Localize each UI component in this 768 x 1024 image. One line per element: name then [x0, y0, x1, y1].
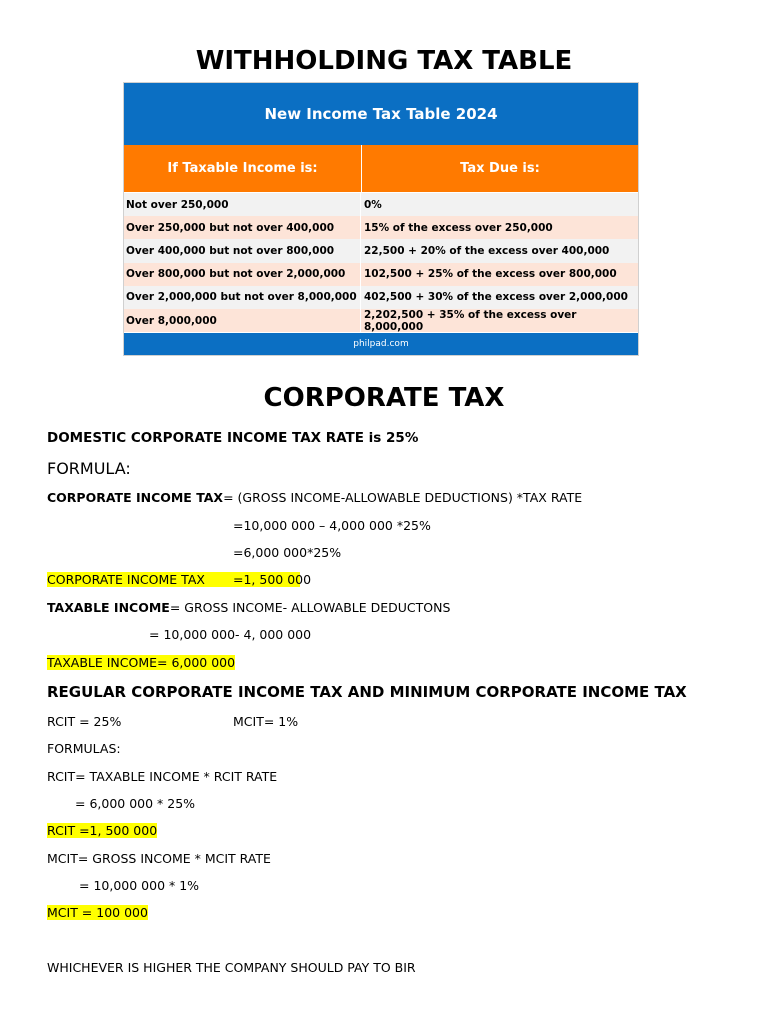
table-row: [124, 309, 638, 332]
taxable-income-formula-line: [47, 600, 450, 615]
tax-table-image: [123, 82, 639, 356]
cit-result-highlight: [47, 572, 312, 587]
column-header-tax: Tax Due is:: [460, 161, 540, 176]
conclusion: WHICHEVER IS HIGHER THE COMPANY SHOULD PAY TO BIR: [47, 960, 416, 975]
table-row: [124, 193, 638, 216]
domestic-rate-heading: DOMESTIC CORPORATE INCOME TAX RATE is 25%: [47, 430, 419, 446]
corporate-title: CORPORATE TAX: [263, 383, 505, 413]
table-row: [124, 263, 638, 286]
formula-label: FORMULA:: [47, 459, 131, 478]
cit-formula: = (GROSS INCOME-ALLOWABLE DEDUCTIONS) *TAX RATE: [223, 490, 583, 505]
rcit-formula: RCIT= TAXABLE INCOME * RCIT RATE: [47, 769, 278, 784]
mcit-step: = 10,000 000 * 1%: [79, 878, 200, 893]
rcit-rate: RCIT = 25%: [47, 714, 122, 729]
rcit-mcit-heading: REGULAR CORPORATE INCOME TAX AND MINIMUM CORPORATE INCOME TAX: [47, 683, 687, 701]
tax-cell: 22,500 + 20% of the excess over 400,000: [364, 244, 610, 257]
table-row: [124, 286, 638, 309]
cit-step-2: =6,000 000*25%: [233, 545, 342, 560]
income-cell: Over 400,000 but not over 800,000: [124, 239, 361, 262]
table-row: [124, 216, 638, 239]
income-cell: Over 800,000 but not over 2,000,000: [124, 263, 361, 286]
tax-cell: 102,500 + 25% of the excess over 800,000: [364, 268, 617, 281]
tax-cell: 15% of the excess over 250,000: [364, 221, 553, 234]
ti-label: TAXABLE INCOME: [47, 600, 170, 615]
income-cell: Over 250,000 but not over 400,000: [124, 216, 361, 239]
cit-result-value: =1, 500 000: [233, 572, 312, 587]
withholding-title: WITHHOLDING TAX TABLE: [195, 46, 573, 76]
rcit-step: = 6,000 000 * 25%: [75, 796, 196, 811]
cit-label: CORPORATE INCOME TAX: [47, 490, 224, 505]
income-cell: Not over 250,000: [124, 193, 361, 216]
ti-step-1: = 10,000 000- 4, 000 000: [149, 627, 312, 642]
cit-result-label: CORPORATE INCOME TAX: [47, 572, 205, 587]
mcit-formula: MCIT= GROSS INCOME * MCIT RATE: [47, 851, 271, 866]
income-cell: Over 2,000,000 but not over 8,000,000: [124, 286, 361, 309]
income-cell: Over 8,000,000: [124, 309, 361, 332]
cit-step-1: =10,000 000 – 4,000 000 *25%: [233, 518, 431, 533]
ti-formula: = GROSS INCOME- ALLOWABLE DEDUCTONS: [169, 600, 451, 615]
tax-table-heading: New Income Tax Table 2024: [124, 83, 638, 145]
tax-table-column-headers: [124, 145, 638, 193]
mcit-result: MCIT = 100 000: [47, 905, 148, 920]
formulas-label: FORMULAS:: [47, 741, 121, 756]
tax-cell: 402,500 + 30% of the excess over 2,000,000: [364, 291, 628, 304]
tax-cell: 2,202,500 + 35% of the excess over 8,000,000: [364, 308, 577, 333]
rcit-result: RCIT =1, 500 000: [47, 823, 158, 838]
table-row: [124, 239, 638, 262]
cit-formula-line: [47, 490, 582, 505]
tax-cell: 0%: [364, 198, 382, 211]
tax-table-footer: philpad.com: [124, 333, 638, 355]
ti-result: TAXABLE INCOME= 6,000 000: [47, 655, 236, 670]
mcit-rate: MCIT= 1%: [233, 714, 299, 729]
column-header-income: If Taxable Income is:: [124, 145, 362, 192]
